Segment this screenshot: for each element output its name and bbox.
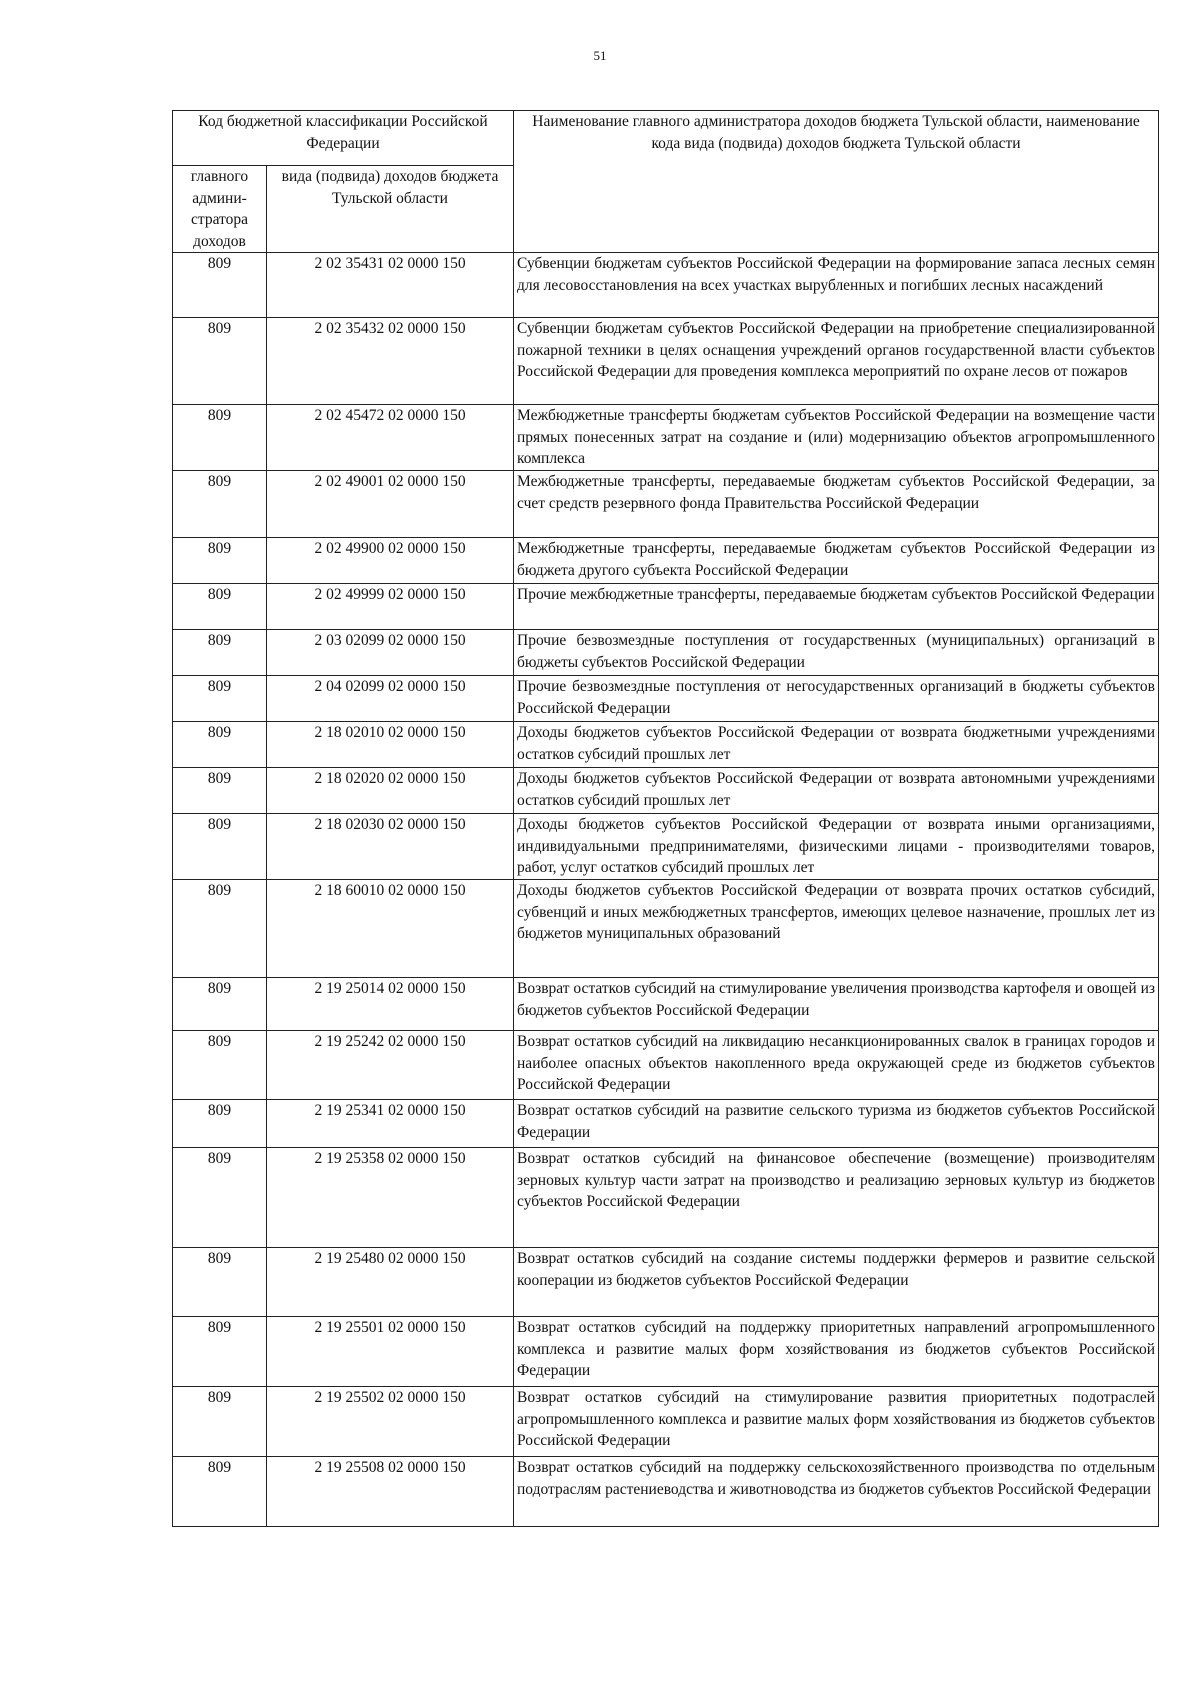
income-name-cell: Доходы бюджетов субъектов Российской Федерации от возврата иными организациями, индивидуальными предпринимателями, физическими лицами - производителями товаров, работ, услуг остатков субсидий прошлых лет	[514, 814, 1159, 880]
table-row	[173, 1317, 1159, 1387]
table-row	[173, 768, 1159, 814]
income-code-cell: 2 19 25501 02 0000 150	[267, 1317, 514, 1387]
income-name-cell: Субвенции бюджетам субъектов Российской Федерации на формирование запаса лесных семян для лесовосстановления на всех участках вырубленных и погибших лесных насаждений	[514, 253, 1159, 318]
income-name-cell: Возврат остатков субсидий на создание системы поддержки фермеров и развитие сельской кооперации из бюджетов субъектов Российской Федерации	[514, 1248, 1159, 1317]
admin-code-cell: 809	[173, 880, 267, 978]
admin-code-cell: 809	[173, 584, 267, 630]
income-code-cell: 2 19 25341 02 0000 150	[267, 1100, 514, 1148]
income-name-cell: Возврат остатков субсидий на поддержку сельскохозяйственного производства по отдельным подотраслям растениеводства и животноводства из бюджетов субъектов Российской Федерации	[514, 1457, 1159, 1527]
table-row	[173, 253, 1159, 318]
admin-column-header: главного админи-стратора доходов	[173, 166, 267, 253]
admin-code-cell: 809	[173, 1457, 267, 1527]
income-code-cell: 2 19 25502 02 0000 150	[267, 1387, 514, 1457]
table-row	[173, 630, 1159, 676]
page-number: 51	[593, 48, 607, 63]
income-code-cell: 2 18 02010 02 0000 150	[267, 722, 514, 768]
income-code-cell: 2 18 02030 02 0000 150	[267, 814, 514, 880]
income-code-cell: 2 19 25014 02 0000 150	[267, 978, 514, 1031]
income-code-cell: 2 19 25242 02 0000 150	[267, 1031, 514, 1100]
table-row	[173, 538, 1159, 584]
admin-code-cell: 809	[173, 1248, 267, 1317]
admin-code-cell: 809	[173, 1317, 267, 1387]
admin-code-cell: 809	[173, 405, 267, 471]
income-code-cell: 2 02 35431 02 0000 150	[267, 253, 514, 318]
name-header: Наименование главного администратора доходов бюджета Тульской области, наименование кода вида (подвида) доходов бюджета Тульской области	[514, 111, 1159, 253]
income-name-cell: Возврат остатков субсидий на стимулирование увеличения производства картофеля и овощей из бюджетов субъектов Российской Федерации	[514, 978, 1159, 1031]
income-code-cell: 2 03 02099 02 0000 150	[267, 630, 514, 676]
income-name-cell: Возврат остатков субсидий на ликвидацию несанкционированных свалок в границах городов и наиболее опасных объектов накопленного вреда окружающей среде из бюджетов субъектов Российской Федерации	[514, 1031, 1159, 1100]
income-name-cell: Возврат остатков субсидий на стимулирование развития приоритетных подотраслей агропромышленного комплекса и развитие малых форм хозяйствования из бюджетов субъектов Российской Федерации	[514, 1387, 1159, 1457]
budget-classification-table	[172, 110, 1159, 1527]
admin-code-cell: 809	[173, 1100, 267, 1148]
table-row	[173, 814, 1159, 880]
admin-code-cell: 809	[173, 1148, 267, 1248]
table-row	[173, 722, 1159, 768]
table-row	[173, 584, 1159, 630]
income-name-cell: Возврат остатков субсидий на развитие сельского туризма из бюджетов субъектов Российской Федерации	[514, 1100, 1159, 1148]
table-row	[173, 676, 1159, 722]
admin-code-cell: 809	[173, 630, 267, 676]
table-row	[173, 318, 1159, 405]
admin-code-cell: 809	[173, 768, 267, 814]
income-name-cell: Прочие безвозмездные поступления от негосударственных организаций в бюджеты субъектов Российской Федерации	[514, 676, 1159, 722]
table-row	[173, 1148, 1159, 1248]
income-code-cell: 2 19 25358 02 0000 150	[267, 1148, 514, 1248]
table-row	[173, 1248, 1159, 1317]
admin-code-cell: 809	[173, 1387, 267, 1457]
income-name-cell: Возврат остатков субсидий на поддержку приоритетных направлений агропромышленного комплекса и развитие малых форм хозяйствования из бюджетов субъектов Российской Федерации	[514, 1317, 1159, 1387]
income-code-cell: 2 19 25480 02 0000 150	[267, 1248, 514, 1317]
income-name-cell: Доходы бюджетов субъектов Российской Федерации от возврата бюджетными учреждениями остатков субсидий прошлых лет	[514, 722, 1159, 768]
income-code-cell: 2 02 35432 02 0000 150	[267, 318, 514, 405]
income-name-cell: Прочие безвозмездные поступления от государственных (муниципальных) организаций в бюджеты субъектов Российской Федерации	[514, 630, 1159, 676]
income-code-cell: 2 19 25508 02 0000 150	[267, 1457, 514, 1527]
admin-code-cell: 809	[173, 471, 267, 538]
income-name-cell: Доходы бюджетов субъектов Российской Федерации от возврата прочих остатков субсидий, субвенций и иных межбюджетных трансфертов, имеющих целевое назначение, прошлых лет из бюджетов муниципальных образований	[514, 880, 1159, 978]
admin-code-cell: 809	[173, 814, 267, 880]
income-code-cell: 2 18 02020 02 0000 150	[267, 768, 514, 814]
table-row	[173, 471, 1159, 538]
admin-code-cell: 809	[173, 1031, 267, 1100]
admin-code-cell: 809	[173, 676, 267, 722]
table-body	[173, 253, 1159, 1527]
kbk-header: Код бюджетной классификации Российской Федерации	[173, 111, 514, 166]
table-row	[173, 880, 1159, 978]
code-column-header: вида (подвида) доходов бюджета Тульской области	[267, 166, 514, 253]
table-row	[173, 1457, 1159, 1527]
income-name-cell: Прочие межбюджетные трансферты, передаваемые бюджетам субъектов Российской Федерации	[514, 584, 1159, 630]
table-row	[173, 1100, 1159, 1148]
income-code-cell: 2 18 60010 02 0000 150	[267, 880, 514, 978]
table-row	[173, 978, 1159, 1031]
admin-code-cell: 809	[173, 253, 267, 318]
table-header	[173, 111, 1159, 253]
admin-code-cell: 809	[173, 538, 267, 584]
income-name-cell: Межбюджетные трансферты, передаваемые бюджетам субъектов Российской Федерации, за счет средств резервного фонда Правительства Российской Федерации	[514, 471, 1159, 538]
income-name-cell: Доходы бюджетов субъектов Российской Федерации от возврата автономными учреждениями остатков субсидий прошлых лет	[514, 768, 1159, 814]
income-code-cell: 2 04 02099 02 0000 150	[267, 676, 514, 722]
income-name-cell: Межбюджетные трансферты, передаваемые бюджетам субъектов Российской Федерации из бюджета другого субъекта Российской Федерации	[514, 538, 1159, 584]
income-name-cell: Возврат остатков субсидий на финансовое обеспечение (возмещение) производителям зерновых культур части затрат на производство и реализацию зерновых культур из бюджетов субъектов Российской Федерации	[514, 1148, 1159, 1248]
income-code-cell: 2 02 49900 02 0000 150	[267, 538, 514, 584]
income-code-cell: 2 02 49001 02 0000 150	[267, 471, 514, 538]
admin-code-cell: 809	[173, 318, 267, 405]
income-name-cell: Субвенции бюджетам субъектов Российской Федерации на приобретение специализированной пожарной техники в целях оснащения учреждений органов государственной власти субъектов Российской Федерации для проведения комплекса мероприятий по охране лесов от пожаров	[514, 318, 1159, 405]
income-code-cell: 2 02 49999 02 0000 150	[267, 584, 514, 630]
table-row	[173, 405, 1159, 471]
admin-code-cell: 809	[173, 978, 267, 1031]
table-row	[173, 1387, 1159, 1457]
income-code-cell: 2 02 45472 02 0000 150	[267, 405, 514, 471]
income-name-cell: Межбюджетные трансферты бюджетам субъектов Российской Федерации на возмещение части прямых понесенных затрат на создание и (или) модернизацию объектов агропромышленного комплекса	[514, 405, 1159, 471]
admin-code-cell: 809	[173, 722, 267, 768]
table-row	[173, 1031, 1159, 1100]
